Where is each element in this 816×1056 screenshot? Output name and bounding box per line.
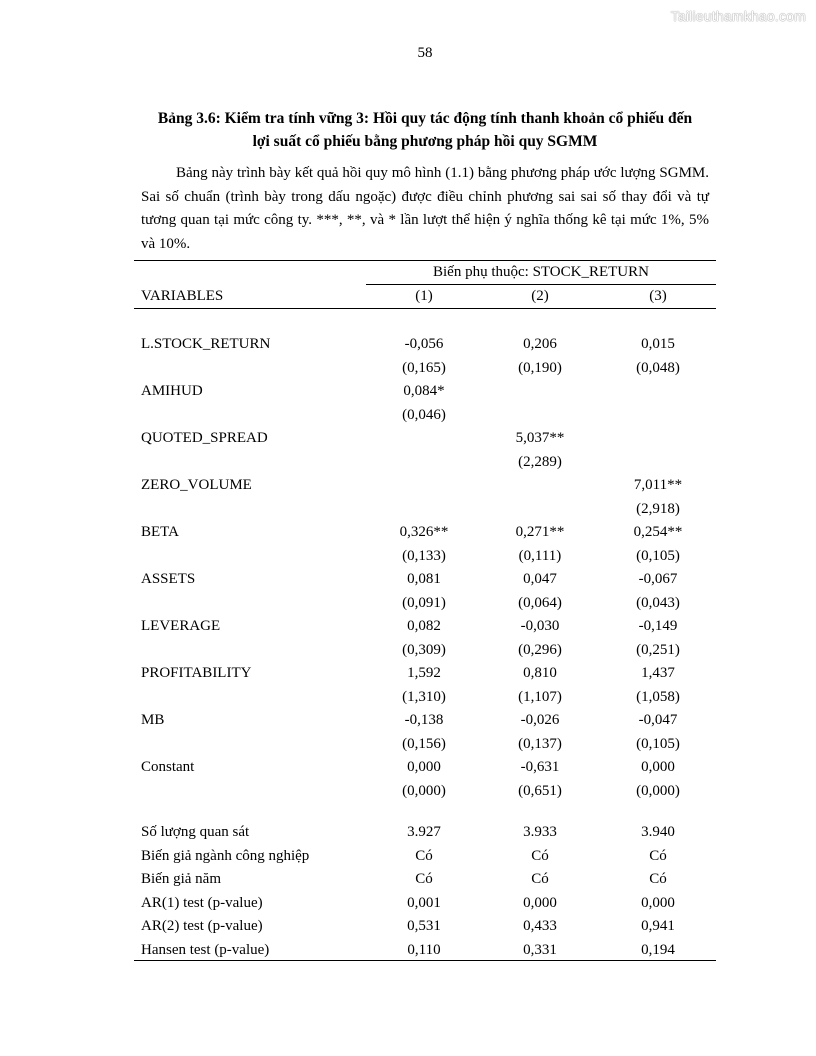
- standard-error-cell: (2,289): [518, 453, 562, 470]
- page-number: 58: [417, 45, 433, 61]
- stat-label: AR(1) test (p-value): [141, 894, 263, 911]
- column-header-1: (1): [415, 288, 433, 304]
- stat-label: Hansen test (p-value): [141, 941, 270, 958]
- standard-error-cell: (0,105): [636, 547, 680, 564]
- standard-error-cell: (0,296): [518, 641, 562, 658]
- header-bottom-rule: [134, 308, 716, 309]
- standard-error-cell: (0,091): [402, 594, 446, 611]
- standard-error-cell: (0,651): [518, 782, 562, 799]
- row-label: PROFITABILITY: [141, 665, 252, 681]
- stat-value-cell: 0,000: [523, 894, 557, 911]
- caption-line-2: lợi suất cổ phiếu bằng phương pháp hồi quy SGMM: [252, 133, 598, 150]
- standard-error-cell: (0,111): [518, 547, 562, 564]
- coefficient-cell: -0,047: [638, 712, 678, 728]
- stat-value-cell: Có: [649, 847, 667, 864]
- stat-value-cell: 3.940: [641, 824, 675, 840]
- table-caption: [134, 107, 716, 153]
- standard-error-cell: (0,133): [402, 547, 446, 564]
- coefficient-cell: 0,081: [407, 571, 441, 587]
- stat-value-cell: 0,433: [523, 918, 557, 934]
- standard-error-cell: (2,918): [636, 500, 680, 517]
- standard-error-cell: (0,046): [402, 406, 446, 423]
- stat-value-cell: 3.927: [407, 824, 441, 840]
- standard-error-cell: (0,105): [636, 735, 680, 752]
- dependent-underline-rule: [366, 284, 716, 285]
- row-label: BETA: [141, 524, 179, 540]
- coefficient-cell: 0,047: [523, 571, 557, 587]
- standard-error-cell: (0,043): [636, 594, 680, 611]
- coefficient-cell: 0,810: [523, 665, 557, 681]
- coefficient-cell: 0,000: [641, 759, 675, 775]
- standard-error-cell: (0,309): [402, 641, 446, 658]
- coefficient-cell: 0,082: [407, 618, 441, 634]
- coefficient-cell: 0,084*: [403, 383, 445, 399]
- column-header-3: (3): [649, 288, 667, 304]
- coefficient-cell: -0,067: [638, 571, 678, 587]
- stat-label: Biến giả ngành công nghiệp: [141, 847, 310, 864]
- coefficient-cell: 0,254**: [633, 524, 683, 540]
- row-label: L.STOCK_RETURN: [141, 336, 271, 352]
- table-note: Bảng này trình bày kết quả hồi quy mô hình (1.1) bằng phương pháp ước lượng SGMM. Sai số chuẩn (trình bày trong dấu ngoặc) được điều chỉnh phương sai sai số thay đổi và tự tương quan tại mức công ty. ***, **, và * lần lượt thể hiện ý nghĩa thống kê tại mức 1%, 5% và 10%.: [141, 165, 709, 252]
- standard-error-cell: (0,156): [402, 735, 446, 752]
- stat-value-cell: 0,110: [407, 941, 441, 958]
- table-bottom-rule: [134, 960, 716, 961]
- standard-error-cell: (0,251): [636, 641, 680, 658]
- stat-value-cell: 0,531: [407, 918, 441, 934]
- stat-value-cell: Có: [415, 871, 433, 887]
- standard-error-cell: (0,137): [518, 735, 562, 752]
- stat-value-cell: 0,331: [523, 941, 557, 958]
- dependent-variable-label: Biến phụ thuộc: STOCK_RETURN: [433, 264, 649, 280]
- coefficient-cell: -0,030: [520, 618, 560, 634]
- standard-error-cell: (1,310): [402, 688, 446, 705]
- stat-label: Số lượng quan sát: [141, 824, 250, 840]
- stat-value-cell: Có: [649, 871, 667, 887]
- row-label: ASSETS: [141, 571, 196, 587]
- stat-label: AR(2) test (p-value): [141, 918, 263, 934]
- coefficient-cell: 7,011**: [633, 477, 683, 493]
- stat-label: Biến giả năm: [141, 871, 221, 887]
- coefficient-cell: 5,037**: [515, 430, 565, 446]
- coefficient-cell: 0,206: [523, 336, 557, 352]
- stat-value-cell: 0,941: [641, 918, 675, 934]
- stat-value-cell: 0,194: [641, 941, 675, 958]
- row-label: LEVERAGE: [141, 618, 221, 634]
- stat-value-cell: Có: [415, 847, 433, 864]
- coefficient-cell: -0,631: [520, 759, 560, 775]
- standard-error-cell: (0,190): [518, 359, 562, 376]
- coefficient-cell: -0,149: [638, 618, 678, 634]
- stat-value-cell: Có: [531, 871, 549, 887]
- coefficient-cell: -0,026: [520, 712, 560, 728]
- column-header-2: (2): [531, 288, 549, 304]
- coefficient-cell: 0,271**: [515, 524, 565, 540]
- coefficient-cell: 0,000: [407, 759, 441, 775]
- variables-header: VARIABLES: [141, 288, 224, 304]
- coefficient-cell: 0,326**: [399, 524, 449, 540]
- row-label: ZERO_VOLUME: [141, 477, 252, 493]
- caption-line-1: Bảng 3.6: Kiểm tra tính vững 3: Hồi quy tác động tính thanh khoản cổ phiếu đến: [157, 110, 693, 127]
- coefficient-cell: 1,592: [407, 665, 441, 681]
- standard-error-cell: (1,107): [518, 688, 562, 705]
- watermark: Tailieuthamkhao.com: [670, 8, 806, 24]
- coefficient-cell: -0,138: [404, 712, 444, 728]
- row-label: QUOTED_SPREAD: [141, 430, 268, 446]
- coefficient-cell: 1,437: [641, 665, 675, 681]
- stat-value-cell: Có: [531, 847, 549, 864]
- table-top-rule: [134, 260, 716, 261]
- stat-value-cell: 3.933: [523, 824, 557, 840]
- row-label: MB: [141, 712, 165, 728]
- standard-error-cell: (0,165): [402, 359, 446, 376]
- row-label: Constant: [141, 759, 195, 775]
- stat-value-cell: 0,001: [407, 894, 441, 911]
- standard-error-cell: (0,064): [518, 594, 562, 611]
- standard-error-cell: (1,058): [636, 688, 680, 705]
- stat-value-cell: 0,000: [641, 894, 675, 911]
- standard-error-cell: (0,000): [636, 782, 680, 799]
- standard-error-cell: (0,048): [636, 359, 680, 376]
- coefficient-cell: 0,015: [641, 336, 675, 352]
- standard-error-cell: (0,000): [402, 782, 446, 799]
- coefficient-cell: -0,056: [404, 336, 444, 352]
- row-label: AMIHUD: [141, 383, 203, 399]
